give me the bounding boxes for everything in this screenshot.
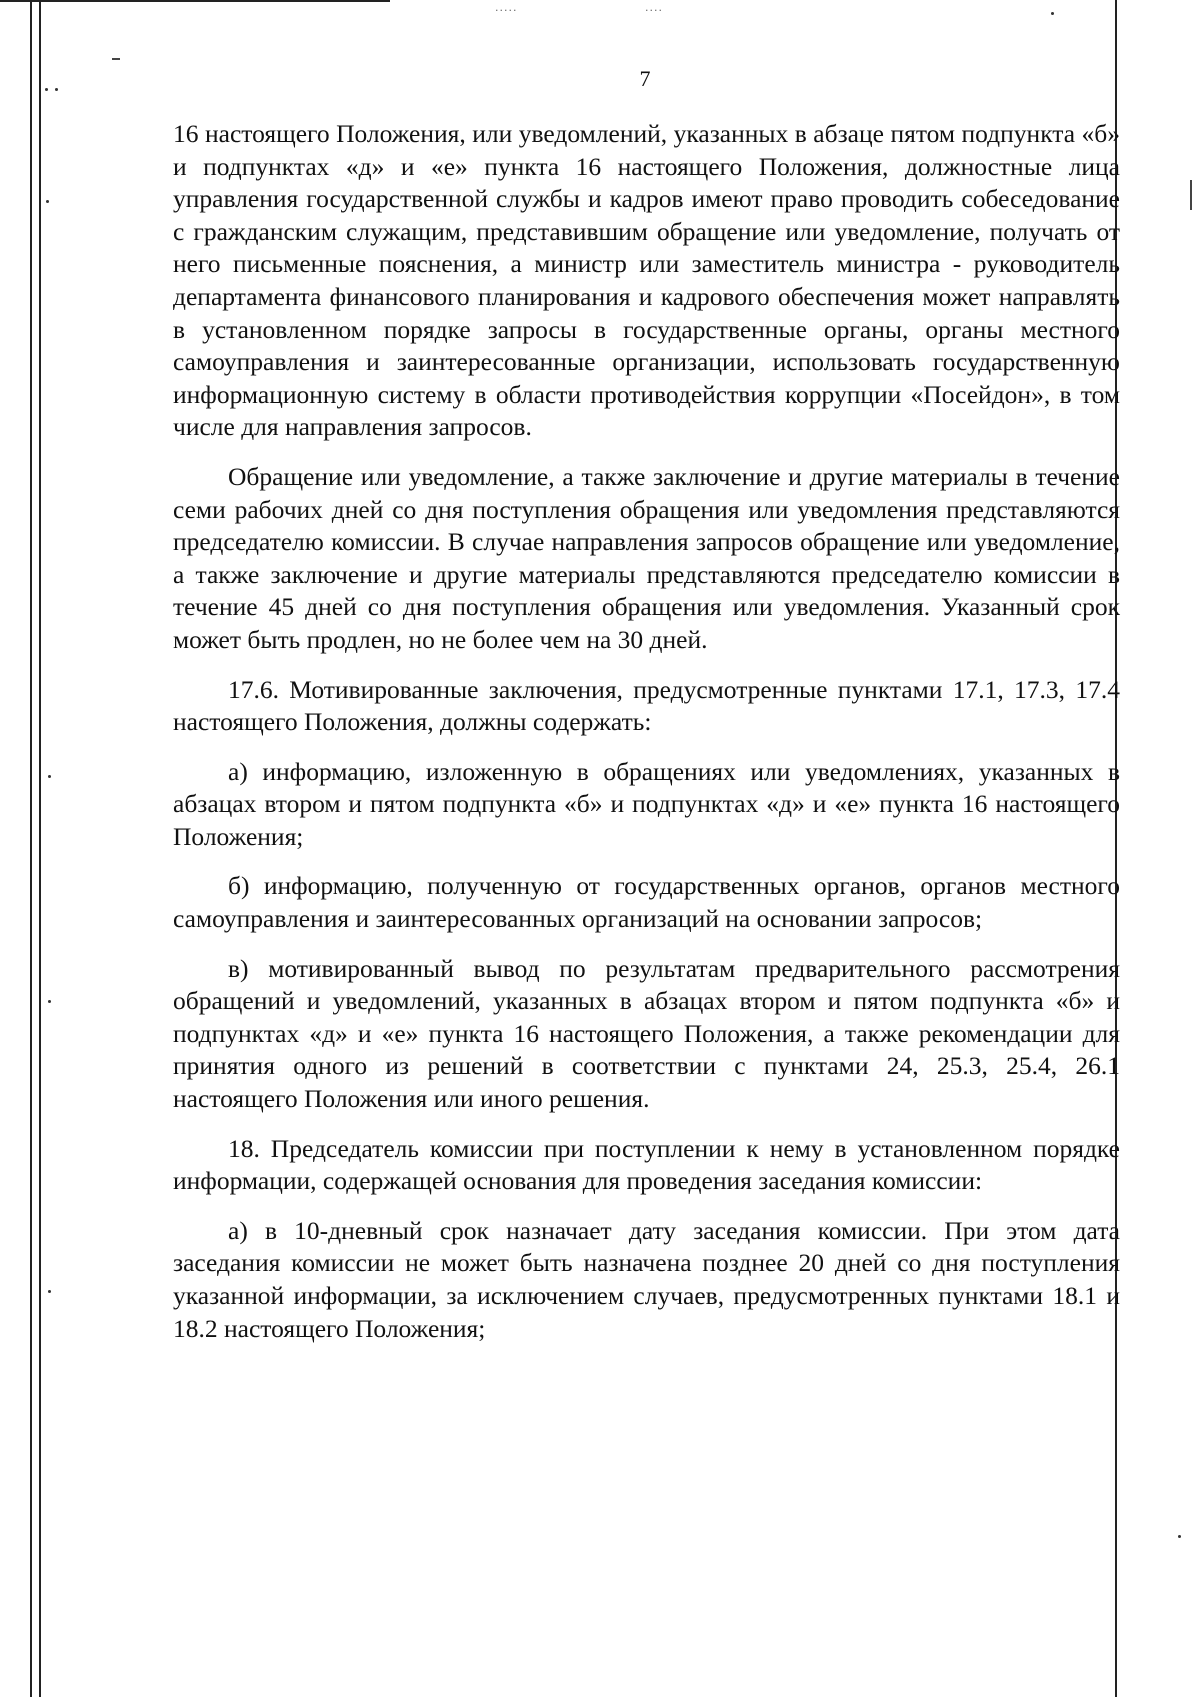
header-scribble: ···· bbox=[645, 4, 663, 17]
paragraph: 16 настоящего Положения, или уведомлений, указанных в абзаце пятом подпункта «б» и подпунктах «д» и «е» пункта 16 настоящего Положения, должностные лица управления государственной службы и кадров имеют право проводить собеседование с гражданским служащим, представившим обращение или уведомление, получать от него письменные пояснения, а министр или заместитель министра - руководитель департамента финансового планирования и кадрового обеспечения может направлять в установленном порядке запросы в государственные органы, органы местного самоуправления и заинтересованные организации, использовать государственную информационную систему в области противодействия коррупции «Посейдон», в том числе для направления запросов. bbox=[173, 119, 1120, 442]
paragraph: б) информацию, полученную от государственных органов, органов местного самоуправления и заинтересованных организаций на основании запросов; bbox=[173, 871, 1120, 934]
scan-mark bbox=[1190, 180, 1192, 210]
scan-speck bbox=[48, 1000, 51, 1003]
paragraph: 17.6. Мотивированные заключения, предусмотренные пунктами 17.1, 17.3, 17.4 настоящего Положения, должны содержать: bbox=[173, 674, 1120, 737]
scan-speck bbox=[48, 775, 51, 778]
page-number: 7 bbox=[639, 66, 651, 91]
top-edge-line bbox=[0, 0, 390, 2]
paragraph: Обращение или уведомление, а также заключение и другие материалы в течение семи рабочих дней со дня поступления обращения или уведомления представляются председателю комиссии. В случае направления запросов обращение или уведомление, а также заключение и другие материалы представляются председателю комиссии в течение 45 дней со дня поступления обращения или уведомления. Указанный срок может быть продлен, но не более чем на 30 дней. bbox=[173, 461, 1120, 654]
scan-speck bbox=[1178, 1535, 1181, 1538]
paragraph: 18. Председатель комиссии при поступлении к нему в установленном порядке информации, содержащей основания для проведения заседания комиссии: bbox=[173, 1133, 1120, 1196]
scan-speck bbox=[1051, 12, 1054, 15]
paragraph: а) в 10-дневный срок назначает дату заседания комиссии. При этом дата заседания комиссии не может быть назначена позднее 20 дней со дня поступления указанной информации, за исключением случаев, предусмотренных пунктами 18.1 и 18.2 настоящего Положения; bbox=[173, 1215, 1120, 1343]
header-scribble: ····· bbox=[495, 4, 518, 17]
scan-speck bbox=[46, 200, 49, 203]
paragraph: а) информацию, изложенную в обращениях или уведомлениях, указанных в абзацах втором и пятом подпункта «б» и подпунктах «д» и «е» пункта 16 настоящего Положения; bbox=[173, 756, 1120, 851]
left-edge-line bbox=[30, 0, 32, 1697]
scan-mark bbox=[112, 58, 120, 60]
scan-speck bbox=[48, 1290, 51, 1293]
document-body bbox=[173, 118, 1120, 1362]
left-edge-line-inner bbox=[39, 0, 41, 1697]
paragraph: в) мотивированный вывод по результатам предварительного рассмотрения обращений и уведомлений, указанных в абзацах втором и пятом подпункта «б» и подпунктах «д» и «е» пункта 16 настоящего Положения, а также рекомендации для принятия одного из решений в соответствии с пунктами 24, 25.3, 25.4, 26.1 настоящего Положения или иного решения. bbox=[173, 953, 1120, 1114]
